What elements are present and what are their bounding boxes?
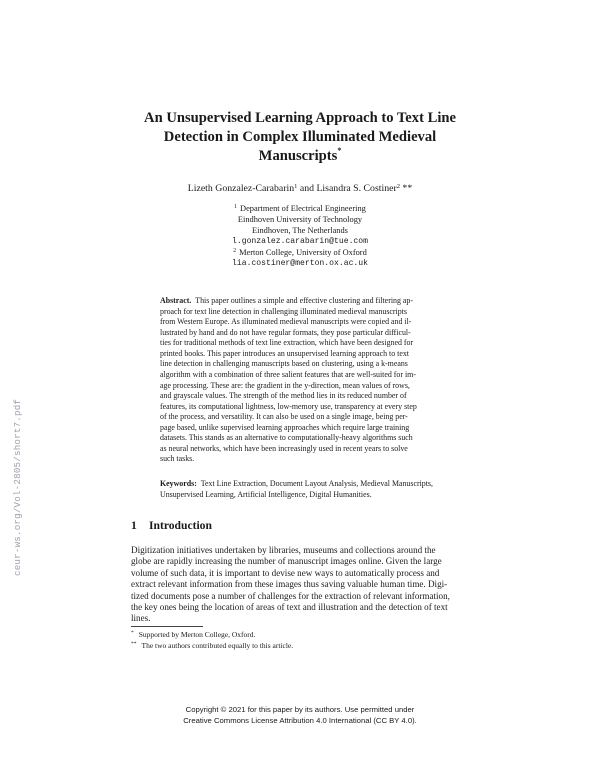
copyright-line: Creative Commons License Attribution 4.0 International (CC BY 4.0).	[183, 715, 417, 725]
intro-line: volume of such data, it is important to devise new ways to automatically process and	[131, 567, 440, 578]
abstract-line: of the process, and versatility. It can also be used on a single image, being per-	[160, 412, 408, 422]
affiliation-line	[100, 203, 500, 214]
footnote	[131, 630, 255, 640]
affiliation-line: Eindhoven University of Technology	[237, 215, 363, 225]
abstract-line: printed books. This paper introduces an unsupervised learning approach to text	[160, 348, 410, 358]
footnote	[131, 641, 293, 651]
affiliation-line: Eindhoven, The Netherlands	[252, 226, 348, 236]
author-name: Lisandra S. Costiner	[316, 183, 397, 194]
abstract-line: age processing. These are: the gradient in the y-direction, mean values of rows,	[160, 380, 410, 390]
paper-title	[100, 109, 500, 166]
title-footnote-mark: *	[337, 146, 342, 155]
footnote-mark: *	[131, 630, 134, 636]
abstract-line: from Western Europe. As illuminated medieval manuscripts were copied and il-	[160, 317, 412, 327]
section-number: 1	[131, 519, 137, 532]
author-list	[100, 183, 500, 195]
author-name: Lizeth Gonzalez-Carabarin	[187, 183, 295, 194]
intro-line: tized documents pose a number of challenges for the extraction of relevant information,	[131, 590, 450, 601]
title-line	[100, 147, 500, 166]
copyright-line: Copyright © 2021 for this paper by its authors. Use permitted under	[185, 705, 415, 714]
title-line: An Unsupervised Learning Approach to Text Line	[144, 110, 456, 126]
section-title: Introduction	[149, 519, 212, 532]
affil-text: Merton College, University of Oxford	[239, 248, 367, 258]
intro-paragraph	[131, 545, 468, 625]
abstract-line: algorithm with a combination of three salient features that are well-suited for im-	[160, 369, 416, 379]
keywords-line	[160, 479, 460, 490]
abstract-line: ties for traditional methods of text line extraction, which have been designed for	[160, 338, 414, 348]
keywords-label: Keywords:	[160, 479, 197, 488]
abstract-line: features, its computational lightness, low-memory use, transparency at every step	[160, 401, 417, 411]
author-equal-mark: **	[399, 183, 413, 194]
keywords	[160, 479, 460, 500]
abstract-line	[160, 296, 460, 307]
keywords-line: Unsupervised Learning, Artificial Intelligence, Digital Humanities.	[160, 489, 372, 499]
abstract-text: This paper outlines a simple and effective clustering and filtering ap-	[195, 296, 413, 305]
author-separator: and	[297, 183, 317, 194]
footnote-text: Supported by Merton College, Oxford.	[138, 630, 256, 639]
abstract-line: lustrated by hand and do not have regular formats, they pose particular difficul-	[160, 327, 411, 337]
intro-line: the key ones being the location of areas of text and illustration and the detection of text	[131, 602, 448, 613]
abstract-line: and grayscale values. The strength of the method lies in its reduced number of	[160, 391, 407, 401]
abstract	[160, 296, 460, 465]
affiliation-email: l.gonzalez.carabarin@tue.com	[232, 237, 368, 247]
abstract-line: such tasks.	[160, 454, 195, 464]
footnote-text: The two authors contributed equally to this article.	[141, 641, 294, 650]
intro-line: extract relevant information from these images thus saving valuable human time. Digi-	[131, 579, 448, 590]
affiliations	[100, 203, 500, 270]
footnote-mark: **	[131, 641, 137, 647]
affil-text: Department of Electrical Engineering	[240, 204, 366, 213]
abstract-line: proach for text line detection in challenging illuminated medieval manuscripts	[160, 306, 407, 316]
abstract-line: page based, unlike supervised learning approaches which require large training	[160, 422, 410, 432]
abstract-label: Abstract.	[160, 296, 192, 305]
author-affil-mark: 2	[396, 183, 400, 190]
copyright-notice	[100, 705, 500, 726]
intro-line: globe are rapidly increasing the number of manuscript images online. Given the large	[131, 556, 442, 567]
abstract-line: line detection in challenging manuscripts based on clustering, using a k-means	[160, 359, 408, 369]
abstract-line: as neural networks, which have been increasingly used in recent years to solve	[160, 443, 408, 453]
affil-mark: 2	[233, 248, 237, 255]
section-heading	[131, 519, 212, 532]
affil-mark: 1	[234, 204, 238, 210]
intro-line: lines.	[131, 613, 151, 624]
footnote-rule	[131, 626, 203, 627]
abstract-line: datasets. This stands as an alternative to computationally-heavy algorithms such	[160, 433, 413, 443]
author-affil-mark: 1	[294, 183, 298, 190]
side-url-watermark: ceur-ws.org/Vol-2805/short7.pdf	[12, 398, 23, 576]
intro-line: Digitization initiatives undertaken by libraries, museums and collections around the	[131, 545, 436, 555]
title-line-text: Manuscripts	[258, 148, 338, 164]
keywords-text: Text Line Extraction, Document Layout Analysis, Medieval Manuscripts,	[200, 479, 433, 488]
affiliation-email: lia.costiner@merton.ox.ac.uk	[232, 259, 368, 269]
title-line: Detection in Complex Illuminated Medieval	[163, 129, 437, 145]
affiliation-line	[100, 247, 500, 258]
